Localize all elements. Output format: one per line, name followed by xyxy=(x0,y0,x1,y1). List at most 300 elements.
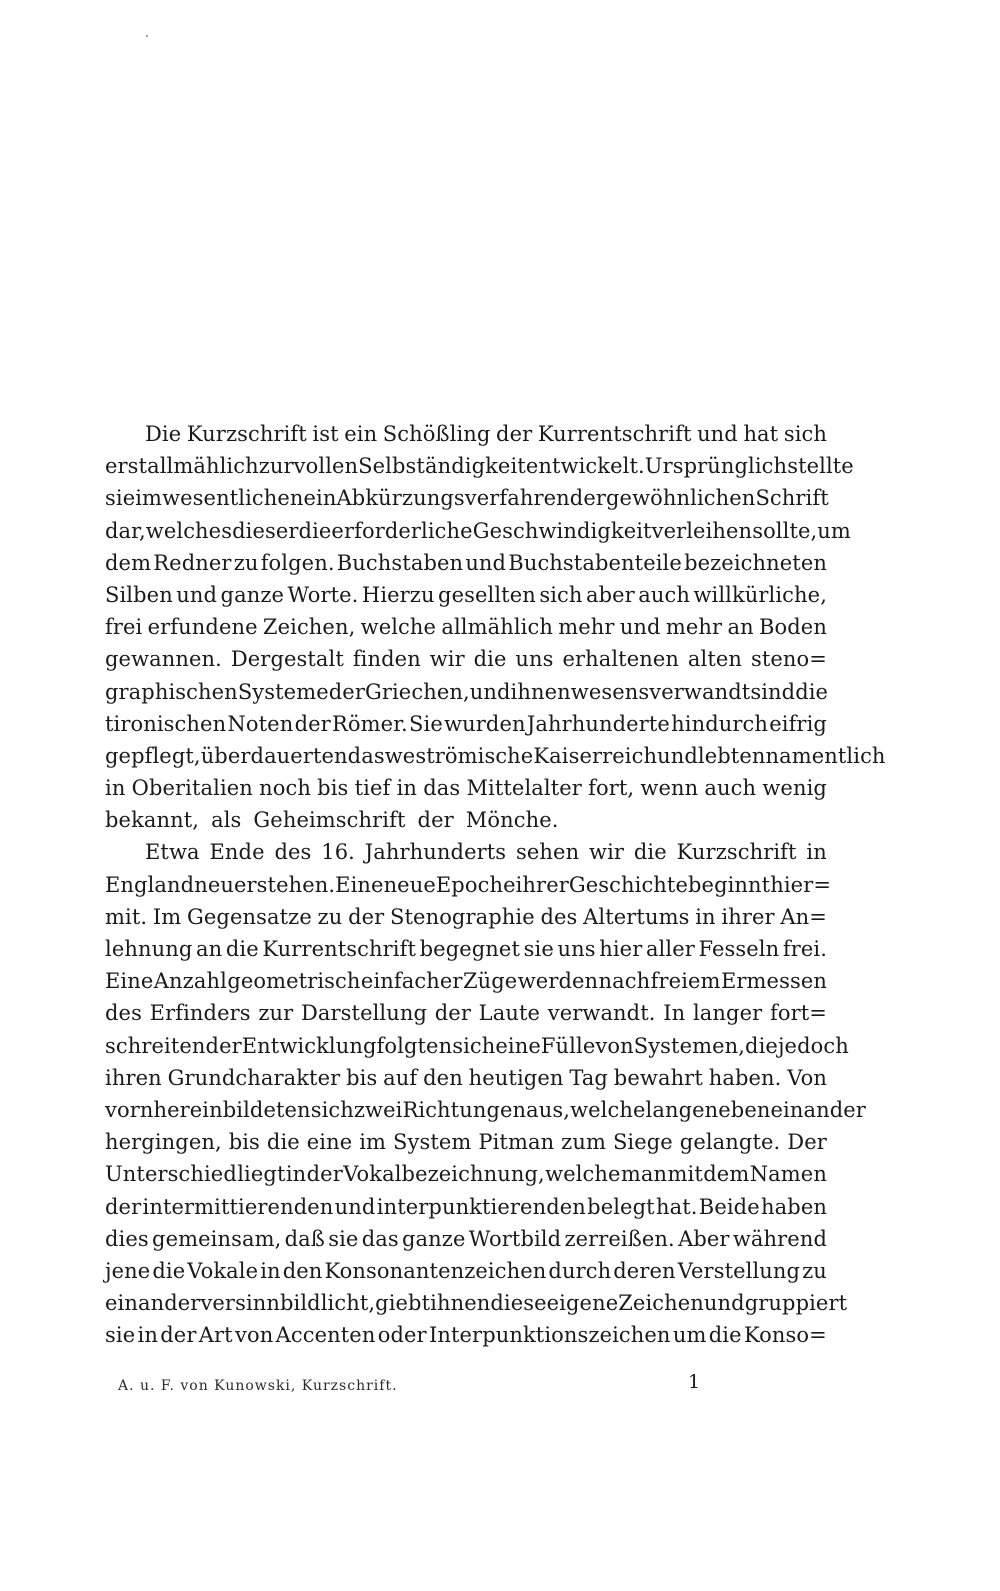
word: lebten xyxy=(697,743,766,768)
text-line xyxy=(105,418,827,450)
word: Sie xyxy=(409,711,443,736)
word: Vokale xyxy=(187,1258,259,1283)
word: dies xyxy=(105,1226,149,1251)
word: des xyxy=(105,1001,142,1026)
word: namentlich xyxy=(765,743,886,768)
word: Siege xyxy=(612,1130,673,1155)
word: Geheimschrift xyxy=(253,808,406,833)
text-line xyxy=(105,708,827,740)
word: Kurrentschrift xyxy=(537,422,692,446)
word: den xyxy=(282,1258,323,1283)
word: gelangte. xyxy=(679,1130,781,1155)
word: sie xyxy=(105,486,136,511)
word: graphischen xyxy=(105,679,238,704)
word: erfundene xyxy=(147,615,258,640)
word: ihren xyxy=(105,1065,162,1090)
text-line xyxy=(105,869,832,901)
word: Eine xyxy=(335,872,384,897)
word: an xyxy=(196,937,223,961)
word: zu xyxy=(317,904,343,929)
body-text xyxy=(105,418,886,1351)
text-line xyxy=(105,450,854,482)
word: Mönche. xyxy=(465,808,559,833)
word: bezeichneten xyxy=(684,550,827,575)
word: gesellten xyxy=(438,582,536,607)
word: frei. xyxy=(782,937,827,961)
word: das xyxy=(361,1226,399,1251)
word: Zeichen xyxy=(618,1291,704,1316)
word: Anzahl xyxy=(153,969,227,994)
text-line xyxy=(105,1223,827,1255)
word: eifrig xyxy=(769,711,827,736)
word: langer xyxy=(692,1001,763,1026)
word: bekannt, xyxy=(105,808,200,833)
word: aber xyxy=(585,582,635,607)
text-line xyxy=(105,804,827,836)
word: vornherein xyxy=(105,1097,223,1122)
word: weströmische xyxy=(384,743,534,768)
word: interpunktierenden xyxy=(376,1194,586,1219)
word: in xyxy=(137,1323,158,1348)
word: heutigen xyxy=(468,1065,564,1090)
text-line xyxy=(105,1030,849,1062)
word: sie xyxy=(523,937,554,961)
word: dem xyxy=(105,550,152,575)
word: und xyxy=(697,422,738,446)
word: Epoche xyxy=(435,872,516,897)
word: welche xyxy=(570,1097,646,1122)
word: Eine xyxy=(105,969,154,994)
text-line xyxy=(105,1126,827,1158)
word: der xyxy=(496,422,533,446)
word: die xyxy=(633,840,667,865)
word: hier= xyxy=(770,872,832,897)
word: auch xyxy=(638,582,690,607)
word: giebt xyxy=(375,1291,431,1316)
word: In xyxy=(663,1001,686,1026)
word: die xyxy=(225,937,259,961)
text-line xyxy=(105,643,827,675)
word: zu xyxy=(233,550,259,575)
word: Selbständigkeit xyxy=(358,454,526,479)
word: eine xyxy=(495,1033,541,1058)
word: Kurrentschrift xyxy=(262,937,417,961)
word: Geschichte xyxy=(568,872,688,897)
word: im xyxy=(359,1130,387,1155)
word: Vokalbezeichnung, xyxy=(343,1162,545,1187)
word: bis xyxy=(346,1065,378,1090)
word: Ursprünglich xyxy=(644,454,788,479)
word: Hierzu xyxy=(361,582,435,607)
word: den xyxy=(423,1065,463,1090)
word: finden xyxy=(352,647,421,672)
word: ein xyxy=(303,486,337,511)
word: die xyxy=(708,1323,742,1348)
text-line xyxy=(105,965,827,997)
word: eine xyxy=(306,1130,353,1155)
word: Kurzschrift xyxy=(186,422,307,446)
word: der xyxy=(569,486,607,511)
word: an xyxy=(727,615,754,640)
text-line xyxy=(105,515,851,547)
word: wenig xyxy=(762,776,827,801)
word: Buchstaben xyxy=(336,550,464,575)
word: Systemen, xyxy=(633,1033,746,1058)
word: 16. xyxy=(321,840,355,865)
word: vollen xyxy=(293,454,359,479)
word: der xyxy=(294,711,331,736)
text-line xyxy=(105,1094,866,1126)
word: liegt xyxy=(237,1162,286,1187)
word: der xyxy=(328,679,365,704)
text-line xyxy=(105,676,827,708)
word: gemeinsam, xyxy=(152,1226,282,1251)
word: ihrer xyxy=(721,904,775,929)
word: hindurch xyxy=(671,711,768,736)
word: England xyxy=(105,872,195,897)
word: hat xyxy=(743,422,779,446)
word: Geschwindigkeit xyxy=(472,518,652,543)
word: Zeichen, xyxy=(262,615,356,640)
word: Fesseln xyxy=(698,937,780,961)
word: gewannen. xyxy=(105,647,222,672)
word: Tag xyxy=(569,1065,608,1090)
text-line xyxy=(105,1287,848,1319)
word: Mittelalter xyxy=(466,776,582,801)
word: System xyxy=(393,1130,472,1155)
word: neue xyxy=(383,872,436,897)
word: Schrift xyxy=(755,486,829,511)
word: Systeme xyxy=(237,679,329,704)
word: und xyxy=(334,1194,376,1219)
word: wir xyxy=(589,840,625,865)
word: von xyxy=(595,1033,634,1058)
word: jedoch xyxy=(777,1033,849,1058)
word: auf xyxy=(383,1065,418,1090)
word: Griechen, xyxy=(364,679,470,704)
word: nebeneinander xyxy=(704,1097,866,1122)
word: wenn xyxy=(640,776,699,801)
word: beginnt xyxy=(688,872,771,897)
text-line xyxy=(105,1158,827,1190)
word: eigene xyxy=(546,1291,619,1316)
word: sie xyxy=(105,1323,136,1348)
word: man xyxy=(620,1162,668,1187)
word: Abkürzungsverfahren xyxy=(336,486,570,511)
word: erforderliche xyxy=(331,518,473,543)
text-line xyxy=(105,836,827,868)
word: dem xyxy=(703,1162,750,1187)
word: Silben xyxy=(105,582,173,607)
word: deren xyxy=(613,1258,676,1283)
word: Im xyxy=(152,904,182,929)
word: aller xyxy=(645,937,695,961)
word: sehen xyxy=(516,840,580,865)
word: Art xyxy=(198,1323,233,1348)
word: und xyxy=(657,743,698,768)
word: zum xyxy=(561,1130,606,1155)
word: Fülle xyxy=(540,1033,596,1058)
word: ein xyxy=(344,422,378,446)
word: Konso= xyxy=(743,1323,827,1348)
word: allmählich xyxy=(441,615,553,640)
word: ihrer xyxy=(515,872,569,897)
word: die xyxy=(152,1258,186,1283)
word: zu xyxy=(802,1258,827,1283)
word: sich xyxy=(783,422,827,446)
word: der xyxy=(434,1001,471,1026)
word: aus, xyxy=(526,1097,571,1122)
word: in xyxy=(396,776,418,801)
word: erstehen. xyxy=(233,872,336,897)
text-line xyxy=(105,547,827,579)
word: wesentlichen xyxy=(162,486,304,511)
word: Jahrhunderts xyxy=(364,840,507,865)
word: welche xyxy=(545,1162,621,1187)
word: von xyxy=(234,1323,274,1348)
scan-speck xyxy=(146,35,148,37)
word: Beide xyxy=(698,1194,760,1219)
word: in xyxy=(695,904,716,929)
word: uns xyxy=(515,647,554,672)
word: zur xyxy=(258,454,294,479)
word: allmählich xyxy=(147,454,259,479)
word: der xyxy=(348,904,385,929)
text-line xyxy=(105,482,827,514)
word: die xyxy=(473,647,507,672)
word: der xyxy=(105,1194,142,1219)
word: Aber xyxy=(678,1226,730,1251)
word: versinnbildlicht, xyxy=(200,1291,376,1316)
word: der xyxy=(306,1162,343,1187)
word: Laute xyxy=(478,1001,541,1026)
word: Die xyxy=(145,422,182,446)
word: geometrisch xyxy=(227,969,361,994)
word: wesensverwandt xyxy=(570,679,751,704)
word: Dergestalt xyxy=(230,647,344,672)
word: Unterschied xyxy=(105,1162,237,1187)
text-line xyxy=(105,579,827,611)
word: intermittierenden xyxy=(142,1194,334,1219)
text-line xyxy=(105,1062,827,1094)
word: Namen xyxy=(749,1162,827,1187)
word: gewöhnlichen xyxy=(606,486,756,511)
word: Oberitalien xyxy=(131,776,253,801)
word: lange xyxy=(645,1097,705,1122)
word: durch xyxy=(548,1258,612,1283)
word: die xyxy=(795,679,829,704)
word: Von xyxy=(787,1065,827,1090)
word: erhaltenen xyxy=(562,647,680,672)
word: im xyxy=(135,486,163,511)
word: nach xyxy=(598,969,651,994)
word: schreitender xyxy=(105,1033,242,1058)
word: und xyxy=(469,679,511,704)
word: hergingen, xyxy=(105,1130,222,1155)
word: Jahrhunderte xyxy=(526,711,670,736)
word: überdauerten xyxy=(200,743,348,768)
word: verwandt. xyxy=(547,1001,656,1026)
word: des xyxy=(540,904,578,929)
word: sind xyxy=(750,679,796,704)
word: Buchstabenteile xyxy=(508,550,682,575)
word: begegnet xyxy=(419,937,521,961)
word: ist xyxy=(312,422,339,446)
word: tief xyxy=(354,776,391,801)
text-line xyxy=(105,1191,827,1223)
word: alten xyxy=(687,647,743,672)
word: bewahrt xyxy=(613,1065,703,1090)
word: jene xyxy=(105,1258,151,1283)
word: sich xyxy=(539,582,583,607)
word: mehr xyxy=(558,615,615,640)
word: belegt xyxy=(587,1194,655,1219)
word: daß xyxy=(284,1226,325,1251)
word: Worte. xyxy=(287,582,359,607)
word: und xyxy=(176,582,218,607)
word: wurden xyxy=(444,711,526,736)
word: die xyxy=(298,518,332,543)
word: sich xyxy=(310,1097,354,1122)
word: hat. xyxy=(655,1194,698,1219)
word: Ermessen xyxy=(720,969,827,994)
word: stellte xyxy=(787,454,854,479)
word: das xyxy=(347,743,385,768)
word: folgten xyxy=(376,1033,453,1058)
word: werden xyxy=(517,969,599,994)
word: dar, xyxy=(105,518,146,543)
word: wir xyxy=(429,647,465,672)
word: zerreißen. xyxy=(564,1226,675,1251)
word: auch xyxy=(704,776,757,801)
word: Verstellung xyxy=(677,1258,801,1283)
word: Kurzschrift xyxy=(676,840,797,865)
word: um xyxy=(817,518,851,543)
word: welches xyxy=(145,518,233,543)
word: bis xyxy=(317,776,349,801)
word: die xyxy=(745,1033,778,1058)
word: Kaiserreich xyxy=(533,743,658,768)
word: An= xyxy=(780,904,827,929)
word: bis xyxy=(228,1130,260,1155)
word: noch xyxy=(259,776,311,801)
word: welche xyxy=(360,615,437,640)
word: Konsonantenzeichen xyxy=(324,1258,547,1283)
word: Grundcharakter xyxy=(167,1065,341,1090)
word: frei xyxy=(105,615,143,640)
word: Gegensatze xyxy=(187,904,312,929)
word: als xyxy=(211,808,242,833)
text-line xyxy=(105,933,827,965)
word: verleihen xyxy=(651,518,753,543)
word: der xyxy=(417,808,454,833)
text-line xyxy=(105,611,827,643)
word: fort= xyxy=(769,1001,827,1026)
word: des xyxy=(274,840,312,865)
word: in xyxy=(806,840,827,865)
word: haben xyxy=(761,1194,827,1219)
word: bildeten xyxy=(222,1097,311,1122)
word: und xyxy=(619,615,661,640)
word: hier xyxy=(599,937,643,961)
word: in xyxy=(285,1162,307,1187)
word: neu xyxy=(194,872,234,897)
word: ganze xyxy=(220,582,285,607)
word: Entwicklung xyxy=(241,1033,377,1058)
word: Richtungen xyxy=(402,1097,527,1122)
word: einfacher xyxy=(360,969,463,994)
word: dieser xyxy=(232,518,299,543)
word: willkürliche, xyxy=(693,582,827,607)
word: der xyxy=(160,1323,197,1348)
word: um xyxy=(672,1323,707,1348)
word: fort, xyxy=(588,776,635,801)
word: Stenographie xyxy=(390,904,535,929)
word: während xyxy=(732,1226,827,1251)
word: Züge xyxy=(462,969,518,994)
word: sich xyxy=(452,1033,496,1058)
word: folgen. xyxy=(260,550,335,575)
word: zwei xyxy=(353,1097,403,1122)
word: die xyxy=(266,1130,300,1155)
word: mit xyxy=(667,1162,703,1187)
word: Pitman xyxy=(478,1130,555,1155)
word: ihnen xyxy=(430,1291,491,1316)
word: oder xyxy=(377,1323,427,1348)
text-line xyxy=(105,901,827,933)
word: Darstellung xyxy=(300,1001,428,1026)
word: mit. xyxy=(105,904,148,929)
word: Wortbild xyxy=(468,1226,562,1251)
word: haben. xyxy=(708,1065,782,1090)
word: Accenten xyxy=(275,1323,376,1348)
text-line xyxy=(105,1319,827,1351)
word: freiem xyxy=(650,969,721,994)
word: steno= xyxy=(750,647,827,672)
word: Altertums xyxy=(583,904,690,929)
text-line xyxy=(105,1255,827,1287)
word: lehnung xyxy=(105,937,193,961)
page-number: 1 xyxy=(688,1371,701,1393)
word: tironischen xyxy=(105,711,227,736)
word: Erfinders xyxy=(149,1001,251,1026)
word: erst xyxy=(105,454,148,479)
word: Schößling xyxy=(382,422,491,446)
word: Boden xyxy=(758,615,827,640)
page-footer-signature: A. u. F. von Kunowski, Kurzschrift. xyxy=(118,1378,398,1394)
word: sollte, xyxy=(752,518,818,543)
word: zur xyxy=(258,1001,294,1026)
word: und xyxy=(465,550,507,575)
word: entwickelt. xyxy=(525,454,645,479)
text-line xyxy=(105,997,827,1029)
word: diese xyxy=(490,1291,547,1316)
word: ihnen xyxy=(510,679,571,704)
text-line xyxy=(105,772,827,804)
word: Römer. xyxy=(332,711,408,736)
word: gruppiert xyxy=(744,1291,848,1316)
word: und xyxy=(703,1291,745,1316)
word: Redner xyxy=(153,550,232,575)
word: Der xyxy=(787,1130,827,1155)
word: Interpunktionszeichen xyxy=(428,1323,671,1348)
word: ganze xyxy=(402,1226,466,1251)
word: uns xyxy=(557,937,596,961)
word: Noten xyxy=(227,711,294,736)
word: das xyxy=(423,776,461,801)
word: Ende xyxy=(209,840,265,865)
word: sie xyxy=(328,1226,359,1251)
